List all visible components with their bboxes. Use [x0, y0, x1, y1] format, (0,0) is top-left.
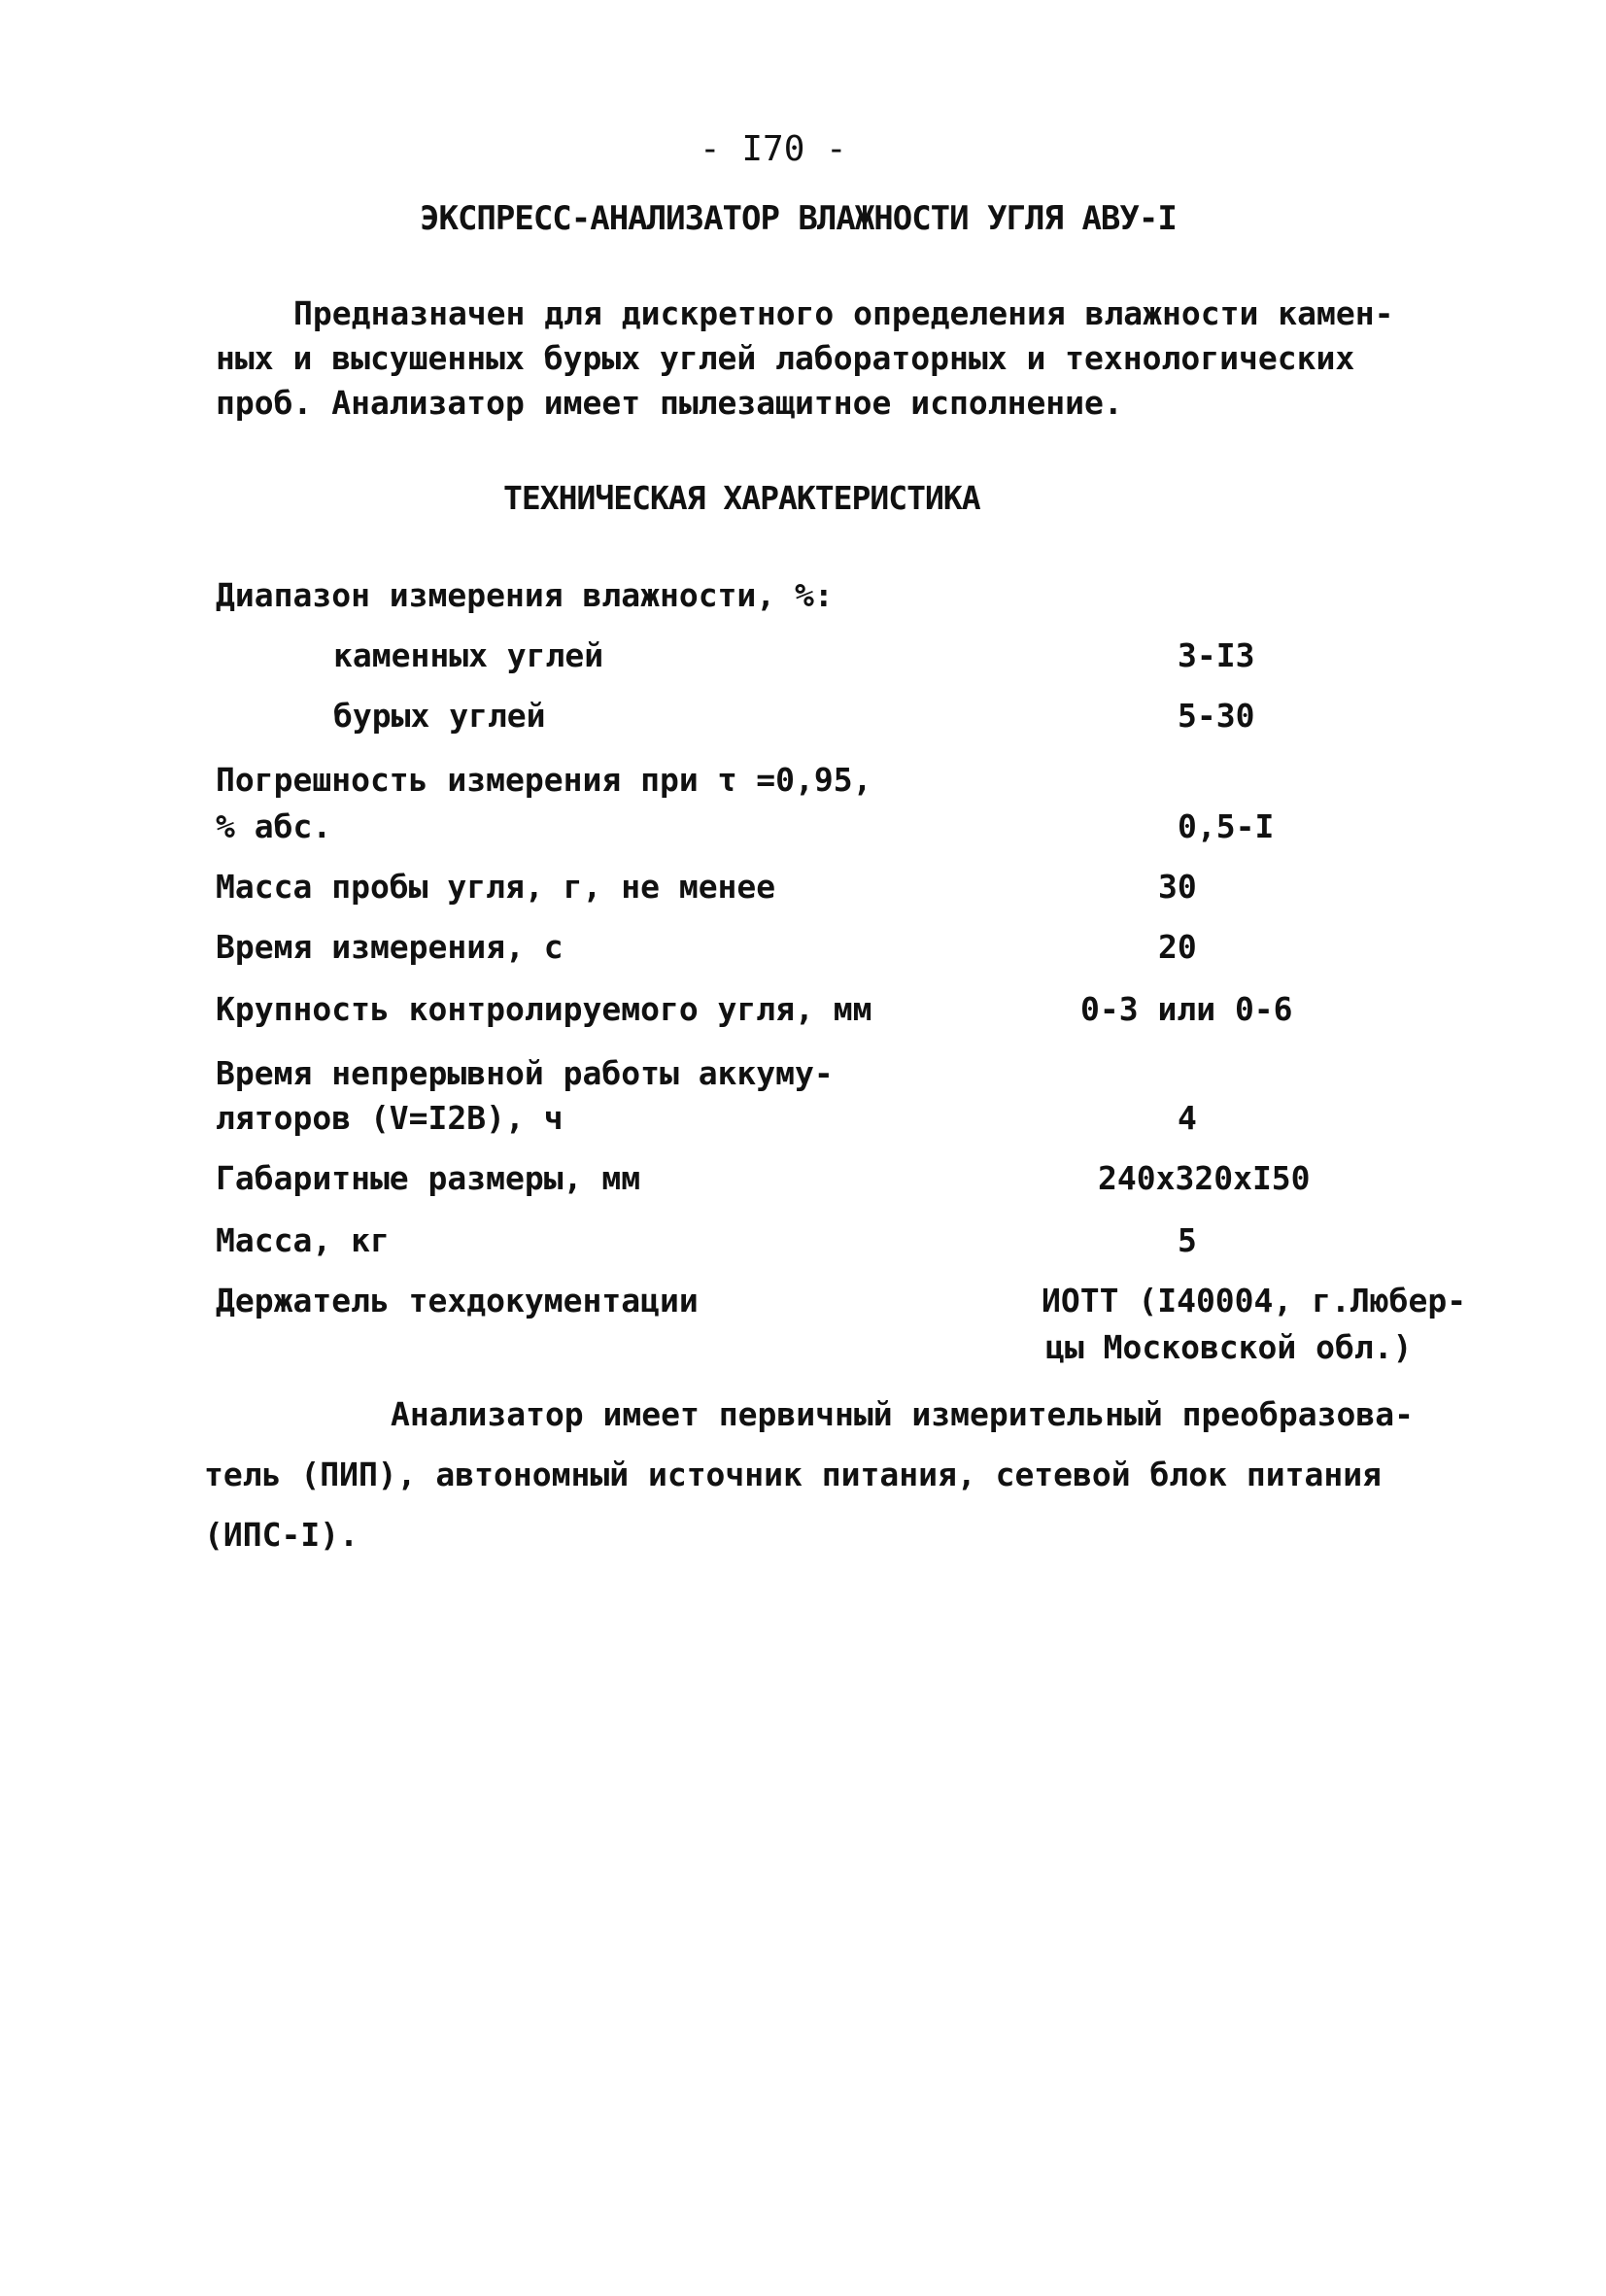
mass-label: Масса, кг: [216, 1221, 390, 1259]
closing-line: Анализатор имеет первичный измерительный преобразова-: [391, 1395, 1414, 1433]
battery-time-label-cont: ляторов (V=I2В), ч: [216, 1099, 564, 1137]
error-label: Погрешность измерения при τ =0,95,: [216, 761, 872, 799]
section-heading: ТЕХНИЧЕСКАЯ ХАРАКТЕРИСТИКА: [503, 479, 980, 517]
dimensions-label: Габаритные размеры, мм: [216, 1159, 641, 1197]
hard-coal-label: каменных углей: [333, 636, 604, 674]
doc-holder-value: ИОТТ (I40004, г.Любер-: [1042, 1282, 1467, 1319]
closing-paragraph: [204, 1385, 1438, 1565]
dimensions-value: 240x320xI50: [1098, 1159, 1311, 1197]
doc-holder-value-cont: цы Московской обл.): [1045, 1328, 1413, 1366]
doc-holder-label: Держатель техдокументации: [216, 1282, 699, 1319]
battery-time-value: 4: [1178, 1099, 1197, 1137]
sample-mass-label: Масса пробы угля, г, не менее: [216, 868, 776, 906]
intro-line: Предназначен для дискретного определения влажности камен-: [293, 294, 1394, 332]
sample-mass-value: 30: [1158, 868, 1197, 906]
coal-size-value: 0-3 или 0-6: [1080, 990, 1293, 1028]
measure-time-value: 20: [1158, 928, 1197, 966]
hard-coal-value: 3-I3: [1178, 636, 1255, 674]
error-value: 0,5-I: [1178, 807, 1275, 845]
battery-time-label: Время непрерывной работы аккуму-: [216, 1054, 834, 1092]
intro-line: проб. Анализатор имеет пылезащитное исполнение.: [216, 384, 1123, 422]
moisture-range-label: Диапазон измерения влажности, %:: [216, 576, 834, 614]
closing-line: тель (ПИП), автономный источник питания, сетевой блок питания: [204, 1456, 1382, 1493]
closing-line: (ИПС-I).: [204, 1516, 359, 1554]
error-label-cont: % абс.: [216, 807, 332, 845]
brown-coal-label: бурых углей: [333, 697, 546, 735]
coal-size-label: Крупность контролируемого угля, мм: [216, 990, 872, 1028]
mass-value: 5: [1178, 1221, 1197, 1259]
measure-time-label: Время измерения, с: [216, 928, 564, 966]
intro-paragraph: [216, 291, 1401, 426]
page-number: - I70 -: [700, 129, 847, 169]
intro-line: ных и высушенных бурых углей лабораторных и технологических: [216, 339, 1355, 377]
brown-coal-value: 5-30: [1178, 697, 1255, 735]
document-title: ЭКСПРЕСС-АНАЛИЗАТОР ВЛАЖНОСТИ УГЛЯ АВУ-I: [420, 199, 1177, 238]
